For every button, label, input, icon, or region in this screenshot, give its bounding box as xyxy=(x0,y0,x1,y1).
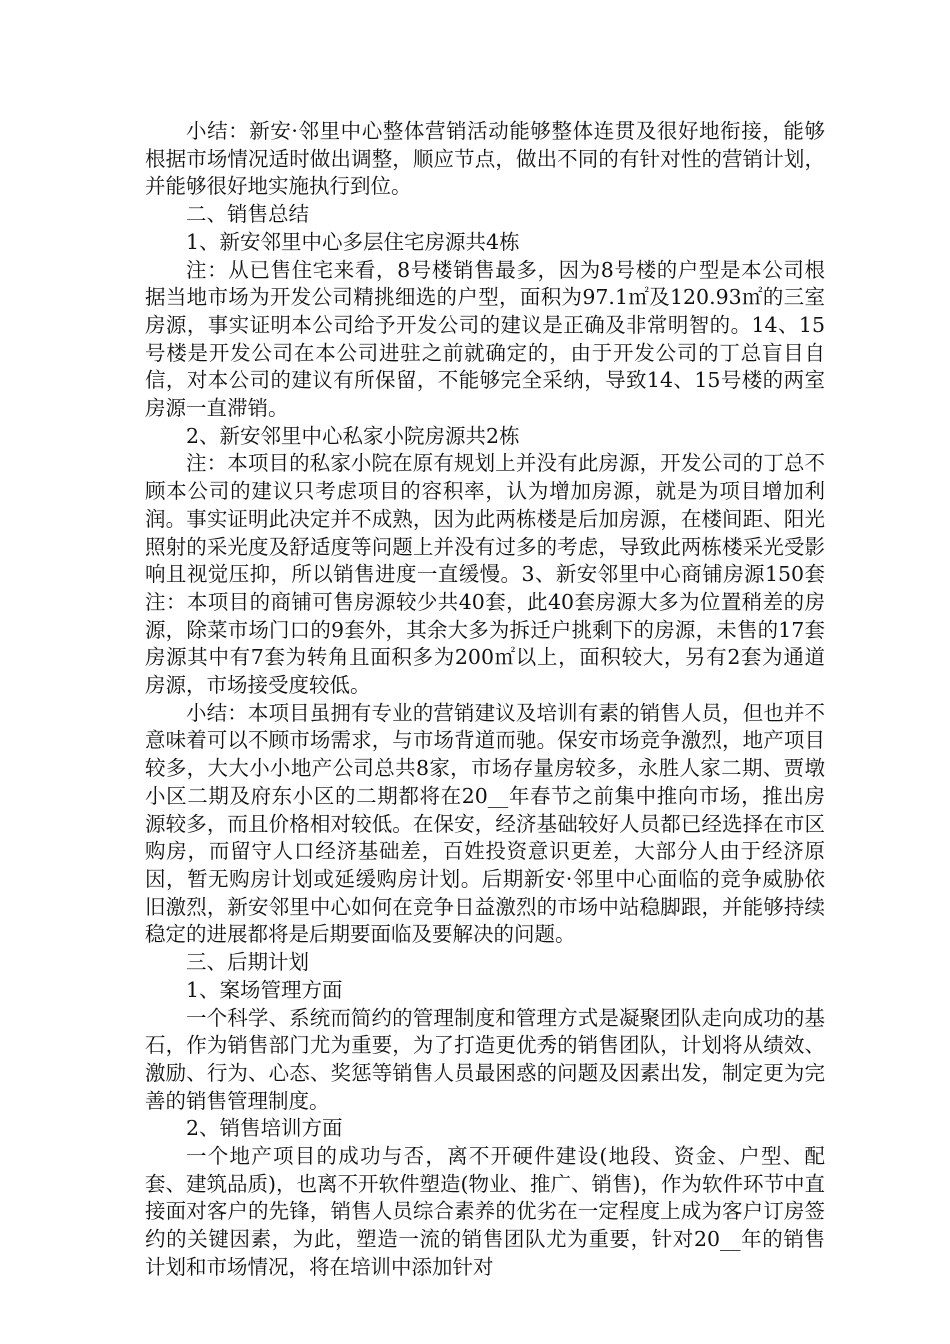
document-body xyxy=(145,118,825,1282)
paragraph-site-management: 一个科学、系统而简约的管理制度和管理方式是凝聚团队走向成功的基石，作为销售部门尤为重要，为了打造更优秀的销售团队，计划将从绩效、激励、行为、心态、奖惩等销售人员最困惑的问题及因素出发，制定更为完善的销售管理制度。 xyxy=(145,1005,825,1113)
subheading-residential-housing: 1、新安邻里中心多层住宅房源共4栋 xyxy=(186,229,520,254)
section-heading-future-plan: 三、后期计划 xyxy=(186,950,309,975)
paragraph-sales-training: 一个地产项目的成功与否，离不开硬件建设(地段、资金、户型、配套、建筑品质)，也离不开软件塑造(物业、推广、销售)，作为软件环节中直接面对客户的先锋，销售人员综合素养的优劣在一定程度上成为客户订房签约的关键因素，为此，塑造一流的销售团队尤为重要，针对20__年的销售计划和市场情况，将在培训中添加针对 xyxy=(145,1144,825,1279)
subheading-private-courtyard: 2、新安邻里中心私家小院房源共2栋 xyxy=(186,423,520,448)
note-paragraph-courtyard-shops: 注：本项目的私家小院在原有规划上并没有此房源，开发公司的丁总不顾本公司的建议只考虑项目的容积率，认为增加房源，就是为项目增加利润。事实证明此决定并不成熟，因为此两栋楼是后加房源，在楼间距、阳光照射的采光度及舒适度等问题上并没有过多的考虑，导致此两栋楼采光受影响且视觉压抑，所以销售进度一直缓慢。3、新安邻里中心商铺房源150套注：本项目的商铺可售房源较少共40套，此40套房源大多为位置稍差的房源，除菜市场门口的9套外，其余大多为拆迁户挑剩下的房源，未售的17套房源其中有7套为转角且面积多为200㎡以上，面积较大，另有2套为通道房源，市场接受度较低。 xyxy=(145,451,825,698)
note-paragraph-residential: 注：从已售住宅来看，8号楼销售最多，因为8号楼的户型是本公司根据当地市场为开发公司精挑细选的户型，面积为97.1㎡及120.93㎡的三室房源，事实证明本公司给予开发公司的建议是正确及非常明智的。14、15号楼是开发公司在本公司进驻之前就确定的，由于开发公司的丁总盲目自信，对本公司的建议有所保留，不能够完全采纳，导致14、15号楼的两室房源一直滞销。 xyxy=(145,257,825,421)
summary-paragraph-2: 小结：本项目虽拥有专业的营销建议及培训有素的销售人员，但也并不意味着可以不顾市场需求，与市场背道而驰。保安市场竞争激烈，地产项目较多，大大小小地产公司总共8家，市场存量房较多，永胜人家二期、贾墩小区二期及府东小区的二期都将在20__年春节之前集中推向市场，推出房源较多，而且价格相对较低。在保安，经济基础较好人员都已经选择在市区购房，而留守人口经济基础差，百姓投资意识更差，大部分人由于经济原因，暂无购房计划或延缓购房计划。后期新安·邻里中心面临的竞争威胁依旧激烈，新安邻里中心如何在竞争日益激烈的市场中站稳脚跟，并能够持续稳定的进展都将是后期要面临及要解决的问题。 xyxy=(145,700,825,947)
subheading-site-management: 1、案场管理方面 xyxy=(186,977,343,1002)
summary-paragraph-1: 小结：新安·邻里中心整体营销活动能够整体连贯及很好地衔接，能够根据市场情况适时做出调整，顺应节点，做出不同的有针对性的营销计划，并能够很好地实施执行到位。 xyxy=(145,119,825,199)
section-heading-sales-summary: 二、销售总结 xyxy=(186,202,309,227)
subheading-sales-training: 2、销售培训方面 xyxy=(186,1116,343,1141)
